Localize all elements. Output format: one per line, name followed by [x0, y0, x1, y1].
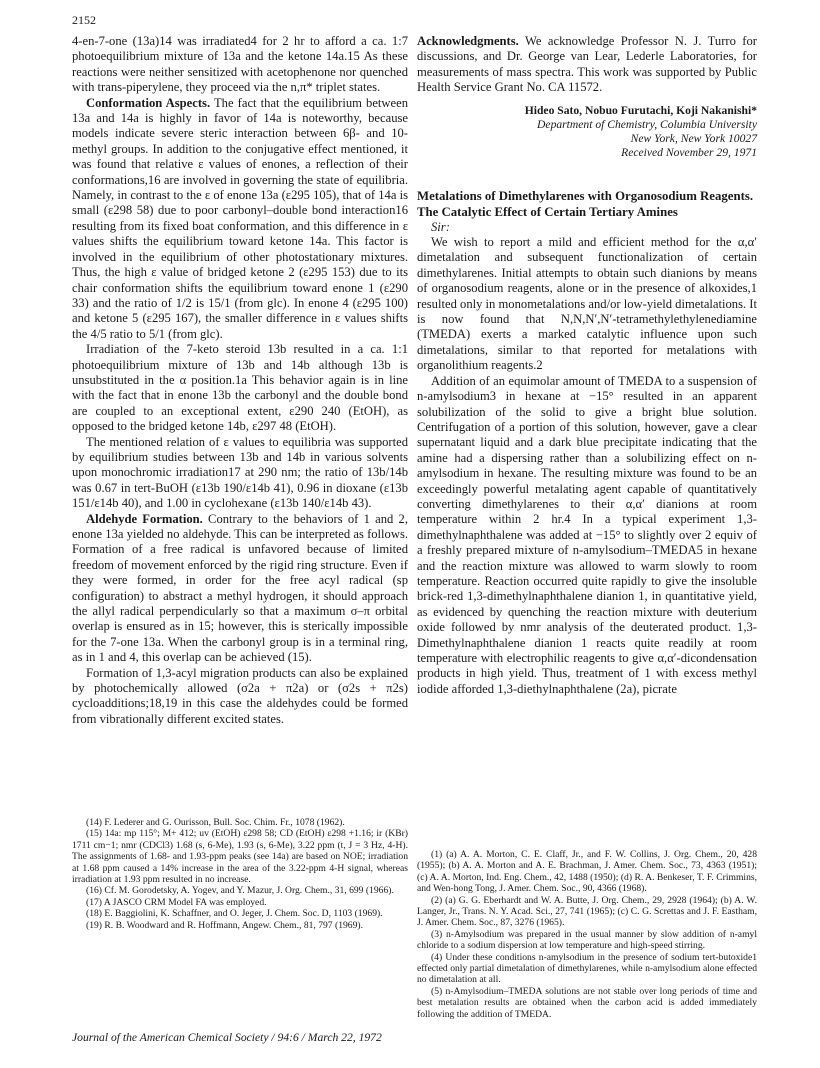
aldehyde-text: Contrary to the behaviors of 1 and 2, enone 13a yielded no aldehyde. This can be interpreted as follows. Formation of a free radical is unfavored because of limited freedom of movement enforced by the rigid ring structure. Even if they were formed, in order for the free acyl radical (sp configuration) to abstract a methyl hydrogen, it should approach the allyl radical perpendicularly so that a maximum σ–π orbital overlap is ensured as in 15; however, this is sterically impossible for the 7-one 13a. When the carbonyl group is in a terminal ring, as in 1 and 4, this overlap can be achieved (15). [72, 511, 408, 665]
left-paragraph-4: The mentioned relation of ε values to equilibria was supported by equilibrium studies between 13b and 14b in various solvents upon monochromic irradiation17 at 290 nm; the ratio of 13b/14b was 0.67 in tert-BuOH (ε13b 190/ε14b 41), 0.96 in dioxane (ε13b 151/ε14b 40), and 1.00 in cyclohexane (ε13b 140/ε14b 43). [72, 434, 408, 511]
acknowledgments-paragraph [417, 34, 757, 96]
footnote-14: (14) F. Lederer and G. Ourisson, Bull. Soc. Chim. Fr., 1078 (1962). [86, 817, 345, 828]
section-heading-conformation: Conformation Aspects. [86, 95, 211, 110]
right-paragraph-2: Addition of an equimolar amount of TMEDA to a suspension of n-amylsodium3 in hexane at −15° resulted in an apparent solubilization of the solid to give a bright blue solution. Centrifugation of a portion of this solution, however, gave a clear supernatant liquid and a dark blue precipitate indicating that the amine had a dispersing rather than a solubilizing effect on n-amylsodium in hexane. The resulting mixture was found to be an exceedingly powerful metalating agent capable of quantitatively converting dimethylarenes to their α,α′ dianions at room temperature within 2 hr.4 In a typical experiment 1,3-dimethylnaphthalene was added at −15° to slightly over 2 equiv of a freshly prepared mixture of n-amylsodium–TMEDA5 in hexane and the reaction mixture was allowed to warm slowly to room temperature. Reaction occurred quite rapidly to give the insoluble brick-red 1,3-dimethylnaphthalene dianion 1, in quantitative yield, as evidenced by quenching the reaction mixture with deuterium oxide followed by nmr analysis of the deuterated product. 1,3-Dimethylnaphthalene dianion 1 reacts quite readily at room temperature with electrophilic reagents to give α,α′-dicondensation products in high yield. Thus, treatment of 1 with excess methyl iodide afforded 1,3-diethylnaphthalene (2a), picrate [417, 373, 757, 696]
acknowledgments [417, 34, 757, 96]
right-column [417, 34, 757, 697]
author-block [417, 104, 757, 160]
author-names: Hideo Sato, Nobuo Furutachi, Koji Nakanishi* [524, 103, 757, 117]
footnote-2: (2) (a) G. G. Eberhardt and W. A. Butte, J. Org. Chem., 29, 2928 (1964); (b) A. W. Langer, Jr., Trans. N. Y. Acad. Sci., 27, 741 (1965); (c) C. G. Screttas and J. F. Eastham, J. Amer. Chem. Soc., 87, 3276 (1965). [417, 894, 757, 929]
left-paragraph-6: Formation of 1,3-acyl migration products can also be explained by photochemically allowed (σ2a + π2a) or (σ2s + π2s) cycloadditions;18,19 in this case the aldehydes could be formed from vibrationally different excited states. [72, 665, 408, 726]
right-paragraph-1: We wish to report a mild and efficient method for the α,α′ dimetalation and subsequent functionalization of certain dimethylarenes. Initial attempts to obtain such dianions by means of organosodium reagents, alone or in the presence of alkoxides,1 resulted only in monometalations and/or low-yield dimetalations. It is now found that N,N,N′,N′-tetramethylethylenediamine (TMEDA) exerts a marked catalytic influence upon such dimetalations, similar to that reported for metalations with organolithium reagents.2 [417, 235, 757, 373]
footnote-4: (4) Under these conditions n-amylsodium in the presence of sodium tert-butoxide1 effected only partial dimetalation of dimethylarenes, while n-amylsodium alone effected no dimetalation at all. [417, 951, 757, 986]
footnote-18: (18) E. Baggiolini, K. Schaffner, and O. Jeger, J. Chem. Soc. D, 1103 (1969). [86, 908, 383, 920]
affiliation-line-2: New York, New York 10027 [630, 131, 757, 145]
footnote-1: (1) (a) A. A. Morton, C. E. Claff, Jr., and F. W. Collins, J. Org. Chem., 20, 428 (1955); (b) A. A. Morton and A. E. Brachman, J. Amer. Chem. Soc., 73, 4363 (1951); (c) A. A. Morton, Ind. Eng. Chem., 42, 1488 (1950); (d) R. A. Benkeser, T. F. Crimmins, and Wen-hong Tong, J. Amer. Chem. Soc., 90, 4366 (1968). [417, 849, 757, 895]
left-paragraph-3: Irradiation of the 7-keto steroid 13b resulted in a ca. 1:1 photoequilibrium mixture of 13b and 14b although 13b is unsubstituted in the α position.1a This behavior again is in line with the fact that in enone 13b the carbonyl and the double bond are coupled to an exceptional extent, ε290 240 (EtOH), as opposed to the bridged ketone 14b, ε297 48 (EtOH). [72, 342, 408, 434]
right-footnotes [417, 849, 757, 1020]
footnote-19: (19) R. B. Woodward and R. Hoffmann, Angew. Chem., 81, 797 (1969). [86, 919, 363, 931]
acknowledgments-heading: Acknowledgments. [417, 34, 519, 48]
left-paragraph-1: 4-en-7-one (13a)14 was irradiated4 for 2 hr to afford a ca. 1:7 photoequilibrium mixture of 13a and the ketone 14a.15 As these reactions were neither sensitized with acetophenone nor quenched with trans-piperylene, they proceed via the n,π* triplet states. [72, 34, 408, 95]
footnote-17: (17) A JASCO CRM Model FA was employed. [86, 896, 267, 908]
footnote-15: (15) 14a: mp 115°; M+ 412; uv (EtOH) ε298 58; CD (EtOH) ε298 +1.16; ir (KBr) 1711 cm−1; nmr (CDCl3) 1.68 (s, 6-Me), 1.93 (s, 6-Me), 3.22 ppm (t, J = 3 Hz, 4-H). The assignments of 1.68- and 1.93-ppm peaks (see 14a) are based on NOE; irradiation at 1.68 ppm caused a 14% increase in the area of the 3.22-ppm 4-H signal, whereas irradiation at 1.93 ppm resulted in no increase. [72, 828, 408, 886]
article-title: Metalations of Dimethylarenes with Organosodium Reagents. The Catalytic Effect of Certain Tertiary Amines [417, 188, 754, 219]
journal-footer: Journal of the American Chemical Society / 94:6 / March 22, 1972 [72, 1031, 382, 1044]
footnote-16: (16) Cf. M. Gorodetsky, A. Yogev, and Y. Mazur, J. Org. Chem., 31, 699 (1966). [86, 885, 394, 897]
left-column [72, 34, 408, 727]
left-paragraph-conformation [72, 96, 408, 343]
page-number: 2152 [72, 13, 96, 27]
affiliation-line-1: Department of Chemistry, Columbia University [537, 117, 757, 131]
received-date: Received November 29, 1971 [621, 145, 757, 159]
footnote-5: (5) n-Amylsodium–TMEDA solutions are not stable over long periods of time and best metalation results are obtained when the carbon acid is added immediately following the addition of TMEDA. [417, 985, 757, 1020]
conformation-text: The fact that the equilibrium between 13a and 14a is highly in favor of 14a is noteworthy, because models indicate severe steric interaction between 6β- and 10-methyl groups. In addition to the conjugative effect mentioned, it was found that relative ε values of enones, a reflection of their conformations,16 are involved in governing the state of equilibria. Namely, in contrast to the ε of enone 13a (ε295 105), that of 14a is small (ε298 58) due to poor carbonyl–double bond interaction16 resulting from its fixed boat conformation, and this difference in ε values shifts the equilibrium toward ketone 14a. This factor is involved in the equilibrium of other photostationary mixtures. Thus, the high ε value of bridged ketone 2 (ε295 153) due to its chair conformation shifts the equilibrium toward enone 1 (ε290 33) and the ratio of 1/2 is 15/1 (from glc). In enone 4 (ε295 100) and ketone 5 (ε295 167), the smaller difference in ε values shifts the 4/5 ratio to 5/1 (from glc). [72, 95, 408, 341]
acknowledgments-text: We acknowledge Professor N. J. Turro for discussions, and Dr. George van Lear, Lederle Laboratories, for measurements of mass spectra. This work was supported by Public Health Service Grant No. CA 11572. [417, 34, 757, 95]
footnote-3: (3) n-Amylsodium was prepared in the usual manner by slow addition of n-amyl chloride to a sodium dispersion at low temperature and high-speed stirring. [417, 928, 757, 952]
left-footnotes [72, 817, 408, 931]
salutation: Sir: [431, 219, 450, 234]
left-paragraph-aldehyde [72, 512, 408, 666]
section-heading-aldehyde: Aldehyde Formation. [86, 511, 203, 526]
